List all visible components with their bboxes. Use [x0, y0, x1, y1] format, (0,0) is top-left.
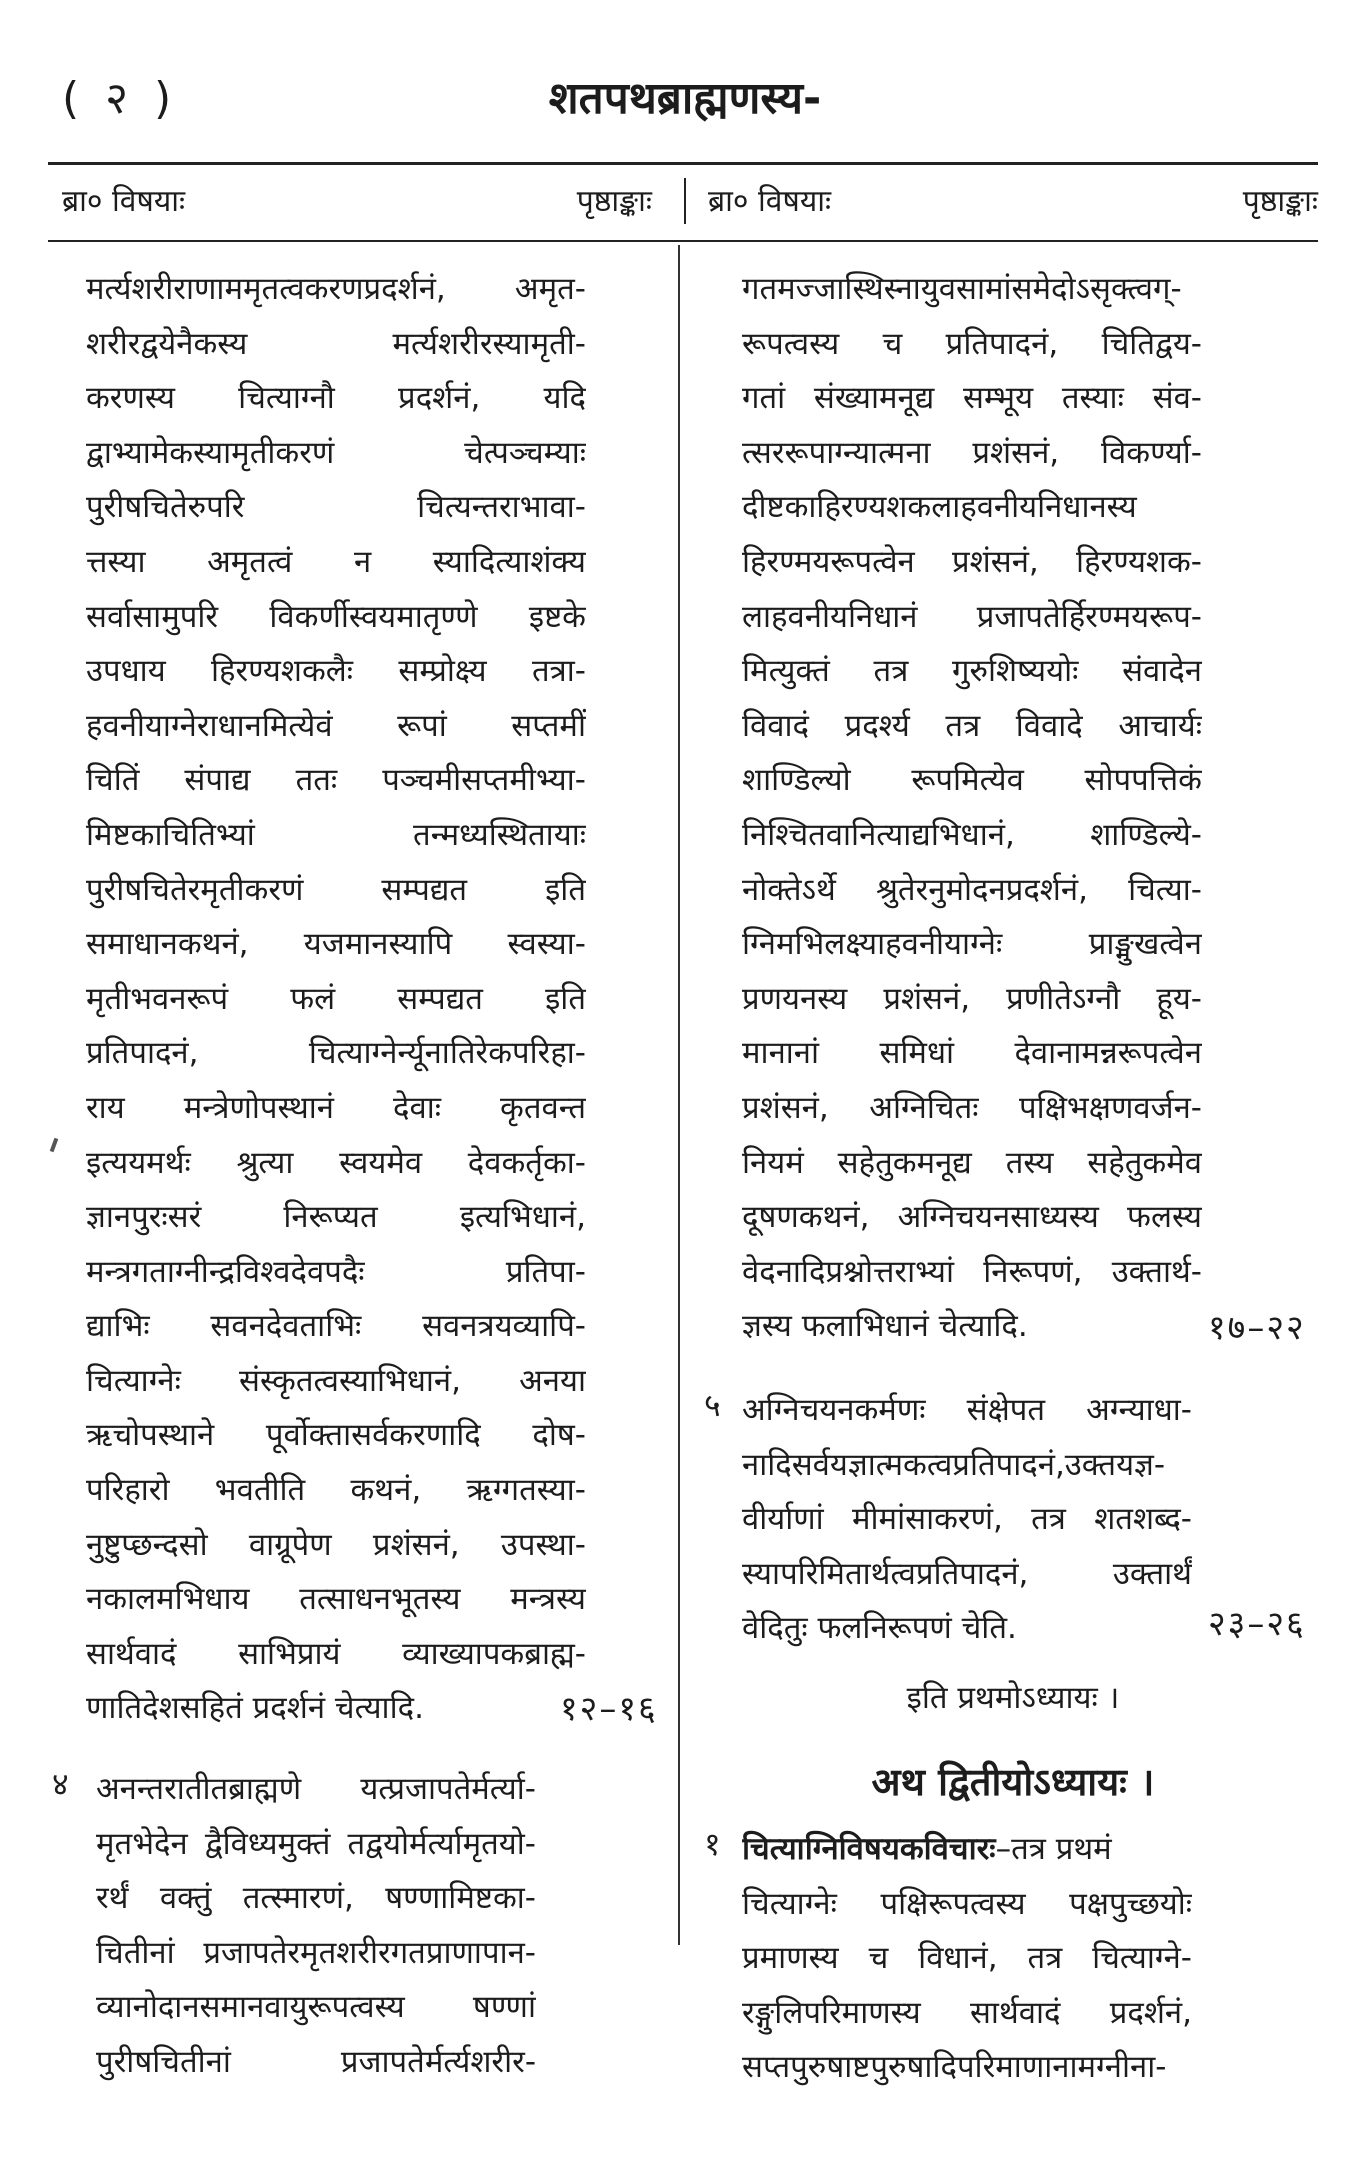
text-line: ऋचोपस्थाने पूर्वोक्तासर्वकरणादि दोष-	[86, 1417, 586, 1454]
brahmana-subject-label-left: ब्रा० विषयाः	[62, 184, 186, 219]
section-title: चित्याग्निविषयकविचारः	[742, 1831, 996, 1867]
text-line: रूपत्वस्य च प्रतिपादनं, चितिद्वय-	[742, 325, 1202, 362]
text-line: पुरीषचितीनां प्रजापतेर्मर्त्यशरीर-	[96, 2043, 536, 2080]
text-line: णातिदेशसहितं प्रदर्शनं चेत्यादि.	[86, 1690, 424, 1727]
chapter-end-text: इति प्रथमोऽध्यायः ।	[906, 1680, 1120, 1716]
text-line: मृतभेदेन द्वैविध्यमुक्तं तद्वयोर्मर्त्यामृतयो-	[96, 1825, 536, 1862]
text-line: मन्त्रगताग्नीन्द्रविश्वदेवपदैः प्रतिपा-	[86, 1253, 586, 1290]
text-line: ज्ञस्य फलाभिधानं चेत्यादि.	[742, 1308, 1028, 1345]
text-line: प्रशंसनं, अग्निचितः पक्षिभक्षणवर्जन-	[742, 1089, 1202, 1126]
book-title: शतपथब्राह्मणस्य-	[548, 73, 822, 124]
text-line: दूषणकथनं, अग्निचयनसाध्यस्य फलस्य	[742, 1199, 1202, 1236]
text-line: करणस्य चित्याग्नौ प्रदर्शनं, यदि	[86, 380, 586, 417]
text-line: प्रमाणस्य च विधानं, तत्र चित्याग्ने-	[742, 1940, 1192, 1977]
right-section-5-text	[742, 1383, 1192, 1656]
text-line: सार्थवादं साभिप्रायं व्याख्यापकब्राह्म-	[86, 1635, 586, 1672]
text-line: प्रतिपादनं, चित्याग्नेर्न्यूनातिरेकपरिहा-	[86, 1035, 586, 1072]
text-line: पुरीषचितेरुपरि चित्यन्तराभावा-	[86, 489, 586, 526]
text-line: गतमज्जास्थिस्नायुवसामांसमेदोऽसृक्त्वग्-	[742, 271, 1182, 307]
text-line: द्वाभ्यामेकस्यामृतीकरणं चेत्पञ्चम्याः	[86, 434, 586, 471]
text-line: सप्तपुरुषाष्टपुरुषादिपरिमाणानामग्नीना-	[742, 2049, 1167, 2086]
text-line: परिहारो भवतीति कथनं, ऋग्गतस्या-	[86, 1472, 586, 1509]
text-line: चित्याग्नेः पक्षिरूपत्वस्य पक्षपुच्छयोः	[742, 1885, 1192, 1922]
column-header-left	[62, 180, 652, 224]
header-rule	[48, 162, 1318, 165]
text-line: मिष्टकाचितिभ्यां तन्मध्यस्थितायाः	[86, 816, 586, 853]
section-number-left: ४	[52, 1765, 69, 1803]
text-line: समाधानकथनं, यजमानस्यापि स्वस्या-	[86, 926, 586, 963]
text-line: उपधाय हिरण्यशकलैः सम्प्रोक्ष्य तत्रा-	[86, 653, 586, 690]
text-line: वेदितुः फलनिरूपणं चेति.	[742, 1610, 1017, 1647]
text-line: मानानां समिधां देवानामन्नरूपत्वेन	[742, 1035, 1202, 1072]
text-line: मित्युक्तं तत्र गुरुशिष्ययोः संवादेन	[742, 653, 1202, 690]
page-numbers-label-right: पृष्ठाङ्काः	[1242, 184, 1318, 219]
text-line: त्तस्या अमृतत्वं न स्यादित्याशंक्य	[86, 543, 586, 580]
page-number: ( २ )	[62, 73, 178, 124]
text-line: चितिं संपाद्य ततः पञ्चमीसप्तमीभ्या-	[86, 762, 586, 799]
text-line: चितीनां प्रजापतेरमृतशरीरगतप्राणापान-	[96, 1934, 536, 1971]
text-line: चित्याग्नेः संस्कृतत्वस्याभिधानं, अनया	[86, 1362, 586, 1399]
text-line: नादिसर्वयज्ञात्मकत्वप्रतिपादनं,उक्तयज्ञ-	[742, 1446, 1166, 1483]
header-divider	[684, 178, 686, 224]
chapter-heading: अथ द्वितीयोऽध्यायः ।	[871, 1760, 1155, 1804]
page-range-left: १२–१६	[560, 1689, 658, 1729]
text-line: निश्चितवानित्याद्यभिधानं, शाण्डिल्ये-	[742, 816, 1202, 853]
text-line-first	[742, 1822, 1192, 1877]
text-line: स्यापरिमितार्थत्वप्रतिपादनं, उक्तार्थं	[742, 1555, 1192, 1592]
text-line: राय मन्त्रेणोपस्थानं देवाः कृतवन्त	[86, 1089, 586, 1126]
section-number-right-5: ५	[704, 1386, 721, 1424]
brahmana-subject-label-right: ब्रा० विषयाः	[708, 184, 832, 219]
left-section-4-text	[96, 1762, 536, 2090]
text-line: दीष्टकाहिरण्यशकलाहवनीयनिधानस्य	[742, 489, 1137, 526]
text-line: नकालमभिधाय तत्साधनभूतस्य मन्त्रस्य	[86, 1581, 586, 1618]
text-line: अनन्तरातीतब्राह्मणे यत्प्रजापतेर्मर्त्या-	[96, 1771, 536, 1807]
page-range-right-2: २३–२६	[1208, 1604, 1306, 1644]
text-line: गतां संख्यामनूद्य सम्भूय तस्याः संव-	[742, 380, 1202, 417]
text-line: रङ्गुलिपरिमाणस्य सार्थवादं प्रदर्शनं,	[742, 1994, 1192, 2031]
text-line: मृतीभवनरूपं फलं सम्पद्यत इति	[86, 980, 586, 1017]
text-line: नोक्तेऽर्थे श्रुतेरनुमोदनप्रदर्शनं, चित्या-	[742, 871, 1202, 908]
right-column-text	[742, 262, 1202, 1354]
column-divider	[678, 245, 680, 1945]
text-line: इत्ययमर्थः श्रुत्या स्वयमेव देवकर्तृका-	[86, 1144, 586, 1181]
section-number-right-1: १	[704, 1825, 721, 1863]
text-line: द्याभिः सवनदेवताभिः सवनत्रयव्यापि-	[86, 1308, 586, 1345]
column-header-rule	[48, 240, 1318, 242]
text-line: हिरण्मयरूपत्वेन प्रशंसनं, हिरण्यशक-	[742, 543, 1202, 580]
text-line: व्यानोदानसमानवायुरूपत्वस्य षण्णां	[96, 1989, 536, 2026]
text-line: रर्थं वक्तुं तत्स्मारणं, षण्णामिष्टका-	[96, 1880, 536, 1917]
margin-mark	[50, 1138, 59, 1153]
text-line: लाहवनीयनिधानं प्रजापतेर्हिरण्मयरूप-	[742, 598, 1202, 635]
text-line: ज्ञानपुरःसरं निरूप्यत इत्यभिधानं,	[86, 1199, 586, 1236]
text-line: वीर्याणां मीमांसाकरणं, तत्र शतशब्द-	[742, 1501, 1192, 1538]
left-column-text	[86, 262, 586, 1736]
text-line: ग्निमभिलक्ष्याहवनीयाग्नेः प्राङ्मुखत्वेन	[742, 926, 1202, 963]
text-line: पुरीषचितेरमृतीकरणं सम्पद्यत इति	[86, 871, 586, 908]
text-line: सर्वासामुपरि विकर्णीस्वयमातृण्णे इष्टके	[86, 598, 586, 635]
text-line: वेदनादिप्रश्नोत्तराभ्यां निरूपणं, उक्तार्थ-	[742, 1253, 1202, 1290]
column-header-right	[708, 180, 1318, 224]
page-numbers-label-left: पृष्ठाङ्काः	[576, 184, 652, 219]
text-line: शरीरद्वयेनैकस्य मर्त्यशरीरस्यामृती-	[86, 325, 586, 362]
text-line: नियमं सहेतुकमनूद्य तस्य सहेतुकमेव	[742, 1144, 1202, 1181]
text-line: विवादं प्रदर्श्य तत्र विवादे आचार्यः	[742, 707, 1202, 744]
right-section-1-text	[742, 1822, 1192, 2095]
text-line: नुष्टुप्छन्दसो वाग्रूपेण प्रशंसनं, उपस्था-	[86, 1526, 586, 1563]
page-range-right-1: १७–२२	[1208, 1308, 1306, 1348]
text-line: शाण्डिल्यो रूपमित्येव सोपपत्तिकं	[742, 762, 1202, 799]
text-line: मर्त्यशरीराणाममृतत्वकरणप्रदर्शनं, अमृत-	[86, 271, 586, 307]
text-line: अग्निचयनकर्मणः संक्षेपत अग्न्याधा-	[742, 1392, 1192, 1428]
text-line: प्रणयनस्य प्रशंसनं, प्रणीतेऽग्नौ हूय-	[742, 980, 1202, 1017]
text-line: त्सररूपाग्न्यात्मना प्रशंसनं, विकर्ण्या-	[742, 434, 1202, 471]
section-title-rest: –तत्र प्रथमं	[995, 1831, 1112, 1867]
text-line: हवनीयाग्नेराधानमित्येवं रूपां सप्तमीं	[86, 707, 586, 744]
